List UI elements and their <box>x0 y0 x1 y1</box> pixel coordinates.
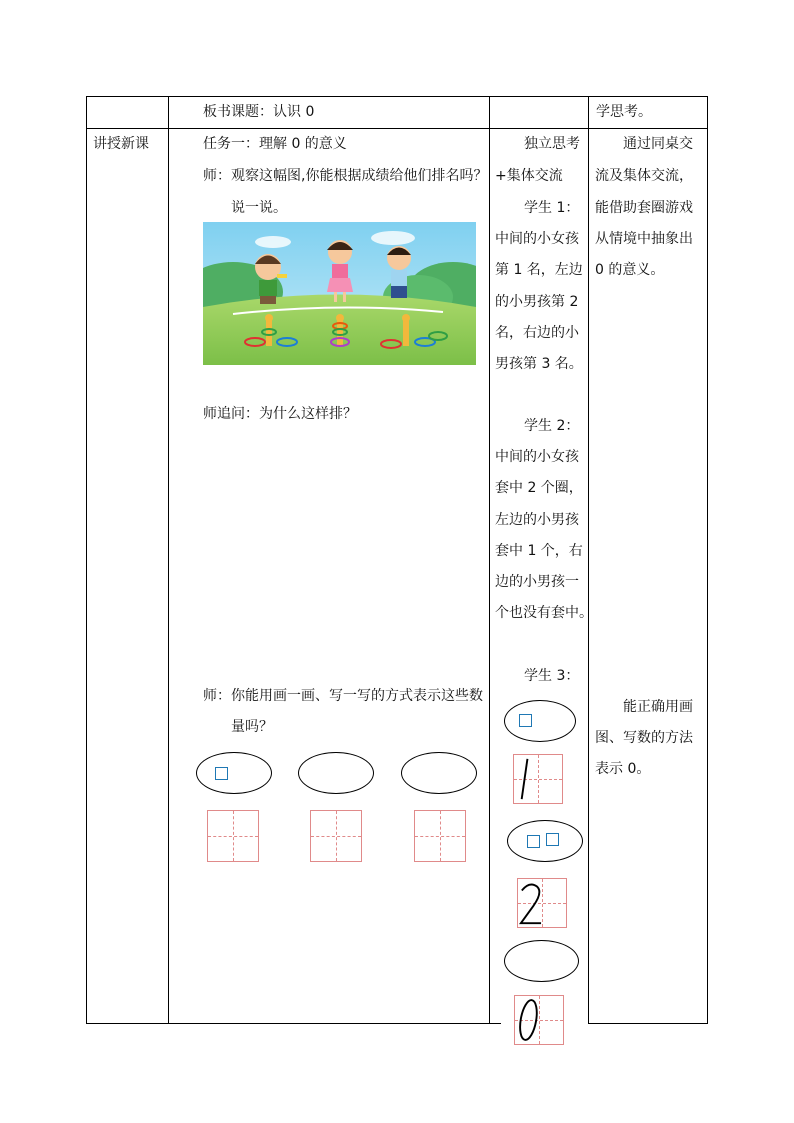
teacher-question-2: 师：你能用画一画、写一写的方式表示这些数 <box>203 688 483 704</box>
student-2-line-4: 套中 1 个，右 <box>495 543 583 559</box>
intent-a-line-4: 从情境中抽象出 <box>595 231 693 247</box>
answer-square-icon <box>527 835 540 848</box>
teacher-question-2-cont: 量吗？ <box>231 719 273 735</box>
intent-a-line-2: 流及集体交流， <box>595 168 693 184</box>
answer-square-icon <box>546 833 559 846</box>
written-digit-0 <box>515 996 563 1044</box>
table-col-divider-2 <box>489 96 490 1024</box>
student-2-line-1: 中间的小女孩 <box>495 449 579 465</box>
student-1-line-1: 中间的小女孩 <box>495 231 579 247</box>
answer-grid-zero <box>514 995 564 1045</box>
writing-grid-3 <box>414 810 466 862</box>
illustration-kids-ring-toss <box>203 222 476 365</box>
answer-grid-two <box>517 878 567 928</box>
intent-a-line-5: 0 的意义。 <box>595 262 665 278</box>
student-1-line-4: 名，右边的小 <box>495 325 579 341</box>
written-digit-1 <box>514 755 562 803</box>
table-border-right <box>707 96 708 1024</box>
answer-oval-zero <box>504 940 579 982</box>
teacher-question-1-cont: 说一说。 <box>231 200 287 216</box>
teacher-question-1: 师：观察这幅图,你能根据成绩给他们排名吗？ <box>203 168 488 184</box>
table-row-divider <box>86 128 708 129</box>
board-title: 板书课题：认识 0 <box>203 104 315 120</box>
student-2-line-3: 左边的小男孩 <box>495 512 579 528</box>
intent-b-line-1: 能正确用画 <box>623 699 693 715</box>
task-heading: 任务一：理解 0 的意义 <box>203 136 347 152</box>
answer-oval-two <box>507 820 583 862</box>
student-3-heading: 学生 3： <box>524 668 580 684</box>
intent-a-line-1: 通过同桌交 <box>623 136 693 152</box>
student-activity-2: +集体交流 <box>495 168 563 184</box>
writing-grid-1 <box>207 810 259 862</box>
table-border-top <box>86 96 708 97</box>
teacher-followup: 师追问：为什么这样排？ <box>203 406 357 422</box>
table-border-bottom <box>86 1023 501 1024</box>
student-1-line-2: 第 1 名，左边 <box>495 262 583 278</box>
count-oval-3 <box>401 752 477 794</box>
intent-a-line-3: 能借助套圈游戏 <box>595 200 693 216</box>
count-oval-1 <box>196 752 272 794</box>
student-2-line-6: 个也没有套中。 <box>495 605 593 621</box>
table-col-divider-3 <box>588 96 589 1024</box>
answer-grid-one <box>513 754 563 804</box>
student-activity-1: 独立思考 <box>524 136 580 152</box>
table-col-divider-1 <box>168 96 169 1024</box>
student-2-heading: 学生 2： <box>524 418 580 434</box>
answer-oval-one <box>504 700 576 742</box>
intent-b-line-2: 图、写数的方法 <box>595 730 693 746</box>
student-2-line-2: 套中 2 个圈， <box>495 480 583 496</box>
intent-b-line-3: 表示 0。 <box>595 761 651 777</box>
student-1-line-5: 男孩第 3 名。 <box>495 356 583 372</box>
count-square-icon <box>215 767 228 780</box>
count-oval-2 <box>298 752 374 794</box>
table-border-bottom-right <box>588 1023 708 1024</box>
table-border-left <box>86 96 87 1024</box>
row1-design-note: 学思考。 <box>596 104 652 120</box>
written-digit-2 <box>518 879 566 927</box>
student-2-line-5: 边的小男孩一 <box>495 574 579 590</box>
section-label: 讲授新课 <box>93 136 149 152</box>
answer-square-icon <box>519 714 532 727</box>
student-1-heading: 学生 1： <box>524 200 580 216</box>
writing-grid-2 <box>310 810 362 862</box>
student-1-line-3: 的小男孩第 2 <box>495 294 579 310</box>
